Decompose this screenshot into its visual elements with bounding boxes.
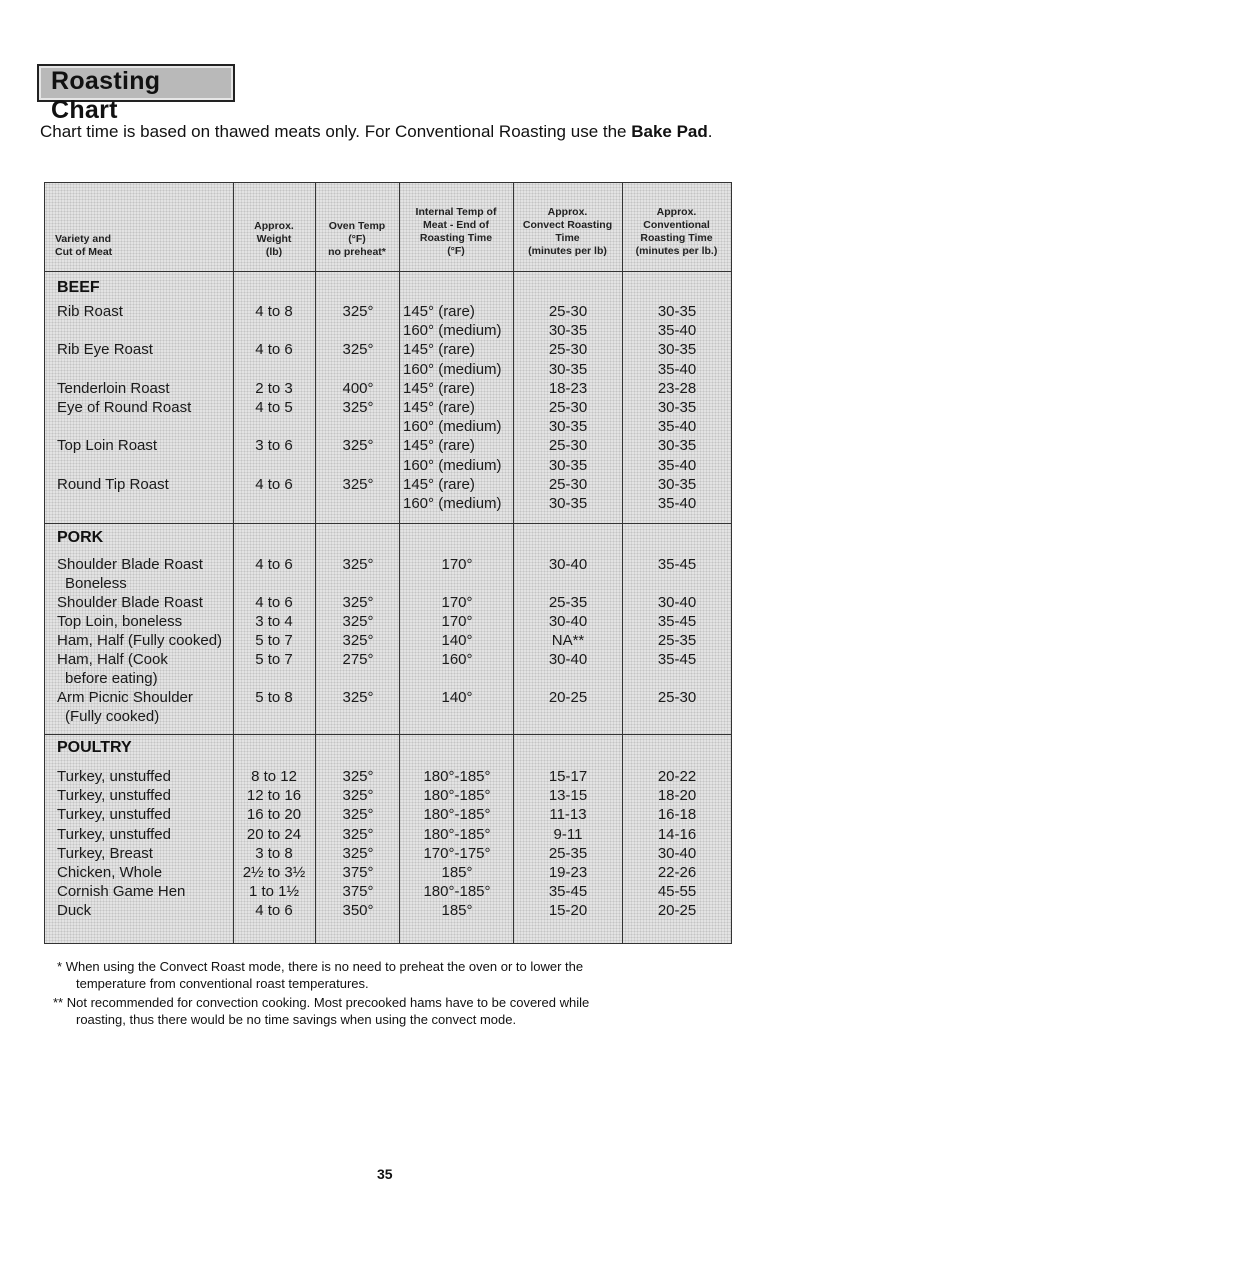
cell-oven: 400° [342, 379, 374, 397]
column-divider [399, 183, 400, 943]
cell-convect: 30-35 [548, 322, 588, 340]
intro-text [40, 121, 740, 143]
cell-internal: 160° (medium) [403, 322, 502, 340]
header-internal-temp [399, 206, 513, 258]
cell-convect: 30-40 [548, 613, 588, 630]
footnote-marker: ** [53, 995, 64, 1010]
cell-cut: Shoulder Blade Roast [57, 594, 203, 611]
cell-oven: 325° [342, 613, 374, 630]
section-heading: PORK [57, 529, 104, 546]
cell-weight: 4 to 6 [255, 902, 293, 920]
header-conventional-time [622, 206, 731, 258]
cell-convect: 35-45 [548, 883, 588, 901]
cell-cut: Chicken, Whole [57, 864, 163, 881]
cell-conventional: 35-40 [657, 495, 697, 512]
header-line: (minutes per lb.) [635, 245, 718, 257]
cell-internal: 145° (rare) [403, 475, 475, 493]
cell-oven: 325° [342, 437, 374, 455]
cell-conventional: 30-35 [657, 437, 697, 455]
cell-convect: 18-23 [548, 379, 588, 397]
cell-convect: 25-35 [548, 844, 588, 862]
column-divider [622, 183, 623, 943]
cell-convect: 25-30 [548, 399, 588, 416]
cell-cut: Eye of Round Roast [57, 399, 192, 416]
footnote-not-recommended [53, 994, 589, 1028]
header-line: Conventional [643, 219, 710, 231]
section-heading: POULTRY [57, 739, 132, 756]
cell-internal: 185° [441, 902, 473, 920]
cell-conventional: 35-40 [657, 456, 697, 474]
cell-weight: 5 to 8 [255, 689, 293, 706]
header-line: Roasting Time [419, 232, 493, 244]
header-line: Internal Temp of [415, 206, 497, 218]
cell-internal: 170° [441, 613, 473, 630]
cell-weight: 4 to 6 [255, 594, 293, 611]
header-line: (minutes per lb) [528, 245, 607, 257]
cell-cut: Rib Eye Roast [57, 341, 153, 359]
page-number: 35 [377, 1166, 393, 1182]
cell-convect: 20-25 [548, 689, 588, 706]
cell-oven: 325° [342, 768, 374, 785]
header-oven-temp [315, 220, 399, 259]
cell-internal: 180°-185° [423, 787, 491, 805]
cell-cut: before eating) [65, 670, 158, 687]
cell-internal: 170° [441, 556, 473, 573]
cell-oven: 375° [342, 883, 374, 901]
column-divider [315, 183, 316, 943]
cell-internal: 160° (medium) [403, 418, 502, 436]
cell-oven: 325° [342, 475, 374, 493]
cell-convect: 30-40 [548, 651, 588, 668]
section-heading: BEEF [57, 279, 100, 296]
cell-oven: 325° [342, 806, 374, 824]
cell-oven: 325° [342, 844, 374, 862]
cell-weight: 3 to 4 [255, 613, 293, 630]
header-line: Variety and [55, 233, 112, 245]
cell-oven: 325° [342, 825, 374, 843]
cell-cut: Duck [57, 902, 92, 920]
footnote-marker: * [57, 959, 63, 974]
cell-weight: 4 to 5 [255, 399, 293, 416]
cell-oven: 325° [342, 303, 374, 320]
header-line: Weight [256, 233, 292, 245]
intro-text-before: Chart time is based on thawed meats only. For Conventional Roasting use the [40, 122, 632, 141]
cell-convect: 15-20 [548, 902, 588, 920]
page-title: Roasting Chart [51, 67, 161, 124]
cell-convect: 19-23 [548, 864, 588, 881]
cell-conventional: 16-18 [657, 806, 697, 824]
cell-convect: 30-35 [548, 495, 588, 512]
cell-internal: 170°-175° [423, 844, 491, 862]
cell-conventional: 20-22 [657, 768, 697, 785]
cell-cut: Cornish Game Hen [57, 883, 186, 901]
cell-cut: Turkey, unstuffed [57, 825, 171, 843]
header-line: no preheat* [328, 246, 386, 258]
header-divider [45, 271, 731, 272]
cell-weight: 4 to 8 [255, 303, 293, 320]
cell-internal: 180°-185° [423, 825, 491, 843]
cell-cut: Ham, Half (Cook [57, 651, 168, 668]
cell-oven: 325° [342, 594, 374, 611]
cell-convect: 25-30 [548, 341, 588, 359]
cell-internal: 180°-185° [423, 883, 491, 901]
cell-conventional: 22-26 [657, 864, 697, 881]
cell-internal: 145° (rare) [403, 379, 475, 397]
cell-conventional: 25-35 [657, 632, 697, 649]
cell-weight: 4 to 6 [255, 475, 293, 493]
column-divider [233, 183, 234, 943]
cell-convect: 30-35 [548, 456, 588, 474]
cell-oven: 325° [342, 399, 374, 416]
cell-conventional: 35-40 [657, 360, 697, 378]
cell-conventional: 30-40 [657, 844, 697, 862]
cell-convect: 13-15 [548, 787, 588, 805]
header-convect-time [513, 206, 622, 258]
cell-oven: 325° [342, 689, 374, 706]
header-line: Time [555, 232, 580, 244]
cell-cut: Boneless [65, 575, 127, 592]
footnote-line: When using the Convect Roast mode, there is no need to preheat the oven or to lower the [65, 959, 584, 974]
cell-cut: Turkey, unstuffed [57, 768, 171, 785]
cell-cut: Round Tip Roast [57, 475, 169, 493]
header-line: (lb) [265, 246, 283, 258]
cell-oven: 325° [342, 556, 374, 573]
cell-conventional: 35-40 [657, 418, 697, 436]
cell-oven: 375° [342, 864, 374, 881]
footnote-line: temperature from conventional roast temperatures. [76, 976, 369, 991]
cell-internal: 140° [441, 632, 473, 649]
header-line: Oven Temp [328, 220, 386, 232]
cell-internal: 145° (rare) [403, 341, 475, 359]
cell-conventional: 30-35 [657, 303, 697, 320]
cell-conventional: 25-30 [657, 689, 697, 706]
cell-oven: 350° [342, 902, 374, 920]
cell-internal: 160° (medium) [403, 495, 502, 512]
footnote-line: Not recommended for convection cooking. Most precooked hams have to be covered while [66, 995, 590, 1010]
cell-internal: 180°-185° [423, 806, 491, 824]
cell-cut: Turkey, unstuffed [57, 806, 171, 824]
cell-convect: NA** [551, 632, 585, 649]
section-divider [45, 734, 731, 735]
cell-weight: 5 to 7 [255, 632, 293, 649]
cell-convect: 30-35 [548, 360, 588, 378]
cell-oven: 325° [342, 787, 374, 805]
cell-conventional: 45-55 [657, 883, 697, 901]
cell-internal: 145° (rare) [403, 303, 475, 320]
header-line: Cut of Meat [55, 246, 113, 258]
cell-cut: Ham, Half (Fully cooked) [57, 632, 223, 649]
cell-cut: Shoulder Blade Roast [57, 556, 203, 573]
roasting-table [44, 182, 732, 944]
cell-internal: 160° [441, 651, 473, 668]
cell-conventional: 35-45 [657, 556, 697, 573]
cell-oven: 325° [342, 341, 374, 359]
cell-convect: 11-13 [549, 806, 587, 824]
footnote-line: roasting, thus there would be no time savings when using the convect mode. [76, 1012, 517, 1027]
cell-conventional: 20-25 [657, 902, 697, 920]
cell-cut: Arm Picnic Shoulder [57, 689, 193, 706]
cell-convect: 30-40 [548, 556, 588, 573]
cell-weight: 1 to 1½ [248, 883, 300, 901]
cell-conventional: 35-40 [657, 322, 697, 340]
header-line: Convect Roasting [522, 219, 613, 231]
cell-weight: 12 to 16 [246, 787, 302, 805]
cell-conventional: 30-35 [657, 341, 697, 359]
cell-convect: 25-30 [548, 437, 588, 455]
cell-convect: 25-30 [548, 475, 588, 493]
section-divider [45, 523, 731, 524]
header-line: Meat - End of [423, 219, 489, 231]
cell-convect: 25-35 [548, 594, 588, 611]
cell-cut: Tenderloin Roast [57, 379, 170, 397]
cell-weight: 4 to 6 [255, 556, 293, 573]
cell-convect: 15-17 [548, 768, 588, 785]
cell-weight: 2½ to 3½ [242, 864, 306, 881]
cell-weight: 3 to 6 [255, 437, 293, 455]
cell-cut: Turkey, unstuffed [57, 787, 171, 805]
cell-internal: 185° [441, 864, 473, 881]
cell-conventional: 30-35 [657, 475, 697, 493]
cell-conventional: 23-28 [657, 379, 697, 397]
column-divider [513, 183, 514, 943]
header-line: (°F) [447, 245, 465, 257]
cell-weight: 4 to 6 [255, 341, 293, 359]
header-line: Approx. [656, 206, 697, 218]
cell-convect: 25-30 [548, 303, 588, 320]
cell-convect: 30-35 [548, 418, 588, 436]
cell-cut: (Fully cooked) [65, 708, 160, 725]
cell-cut: Turkey, Breast [57, 844, 153, 862]
cell-convect: 9-11 [553, 825, 583, 843]
cell-internal: 140° [441, 689, 473, 706]
cell-cut: Rib Roast [57, 303, 123, 320]
intro-bold: Bake Pad [631, 122, 708, 141]
cell-conventional: 35-45 [657, 651, 697, 668]
cell-weight: 8 to 12 [251, 768, 297, 785]
cell-oven: 275° [342, 651, 374, 668]
cell-cut: Top Loin Roast [57, 437, 158, 455]
cell-internal: 160° (medium) [403, 456, 502, 474]
cell-internal: 145° (rare) [403, 399, 475, 416]
header-line: (°F) [348, 233, 366, 245]
cell-weight: 2 to 3 [255, 379, 293, 397]
cell-internal: 160° (medium) [403, 360, 502, 378]
cell-weight: 16 to 20 [246, 806, 302, 824]
cell-conventional: 30-40 [657, 594, 697, 611]
cell-weight: 20 to 24 [246, 825, 302, 843]
cell-weight: 5 to 7 [255, 651, 293, 668]
cell-oven: 325° [342, 632, 374, 649]
cell-conventional: 30-35 [657, 399, 697, 416]
cell-conventional: 35-45 [657, 613, 697, 630]
cell-cut: Top Loin, boneless [57, 613, 183, 630]
header-line: Approx. [254, 220, 294, 232]
cell-internal: 170° [441, 594, 473, 611]
header-weight [233, 220, 315, 259]
intro-text-after: . [707, 122, 713, 141]
title-box [37, 64, 235, 124]
cell-conventional: 14-16 [657, 825, 697, 843]
header-line: Roasting Time [640, 232, 713, 244]
cell-internal: 180°-185° [423, 768, 491, 785]
cell-conventional: 18-20 [657, 787, 697, 805]
header-line: Approx. [547, 206, 588, 218]
cell-weight: 3 to 8 [255, 844, 293, 862]
header-variety [55, 233, 112, 259]
footnote-convect [57, 958, 583, 992]
cell-internal: 145° (rare) [403, 437, 475, 455]
